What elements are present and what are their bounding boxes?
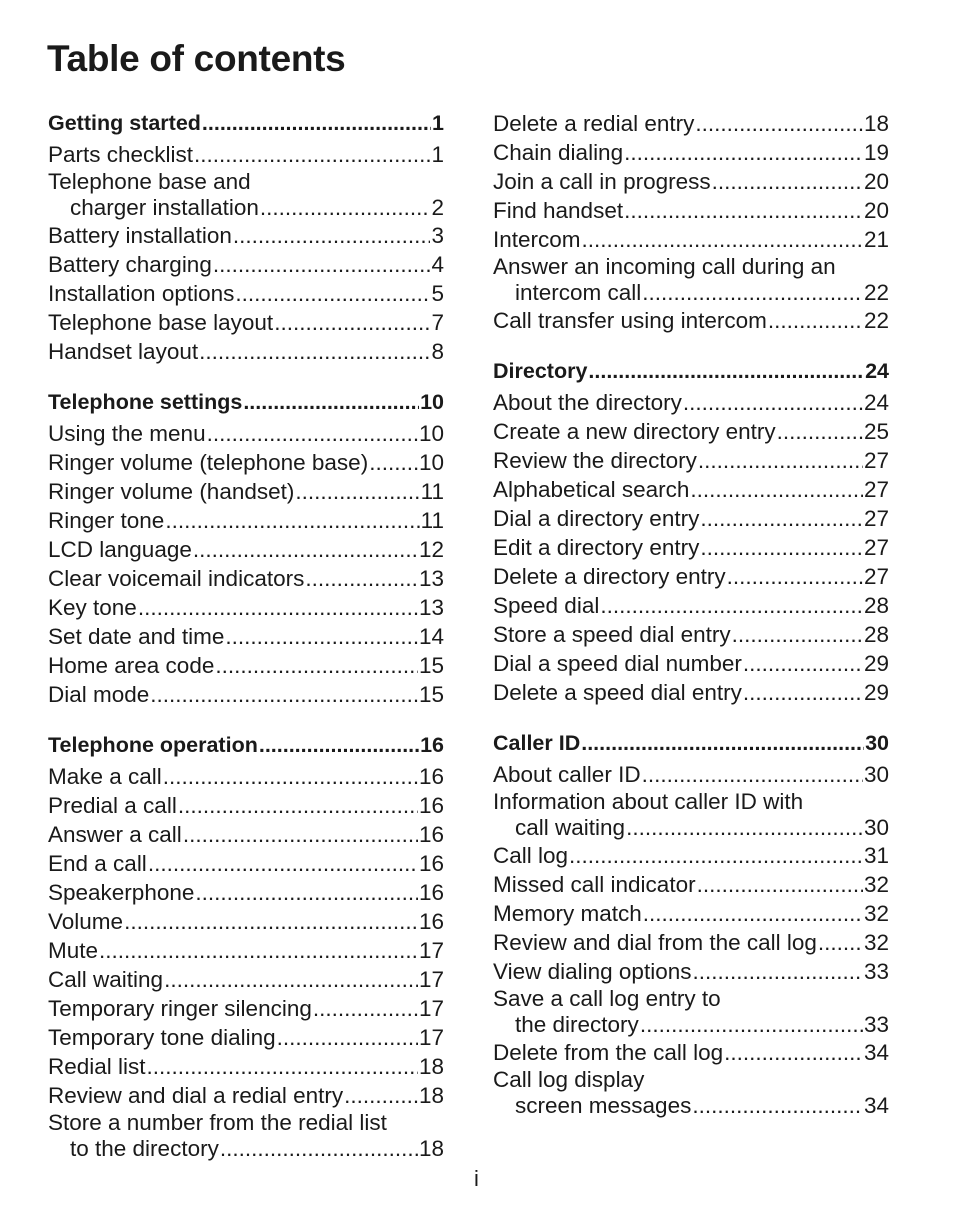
toc-entry[interactable]: [48, 622, 444, 651]
toc-entry[interactable]: [48, 849, 444, 878]
toc-dot-leader: [207, 419, 418, 448]
toc-entry-page: 19: [863, 140, 889, 165]
toc-entry-page: 20: [863, 198, 889, 223]
toc-dot-leader: [692, 957, 863, 986]
toc-dot-leader: [624, 196, 863, 225]
toc-entry[interactable]: [493, 446, 889, 475]
toc-entry-title: Alphabetical search: [493, 477, 690, 502]
toc-entry-title-line2: [48, 1135, 444, 1162]
toc-entry-page: 30: [863, 815, 889, 840]
toc-entry[interactable]: [493, 760, 889, 789]
toc-entry[interactable]: [48, 564, 444, 593]
toc-entry-page: 13: [418, 595, 444, 620]
toc-entry-page: 10: [418, 421, 444, 446]
toc-entry-title-line2: [493, 279, 889, 306]
toc-dot-leader: [199, 337, 430, 366]
toc-entry-page: 15: [418, 682, 444, 707]
toc-entry-title: Find handset: [493, 198, 624, 223]
toc-entry-page: 3: [431, 223, 444, 248]
toc-entry-title: call waiting: [515, 815, 626, 840]
toc-entry-page: 28: [863, 593, 889, 618]
toc-entry-title: Battery charging: [48, 252, 212, 277]
toc-entry-page: 27: [863, 477, 889, 502]
toc-entry-title: Review the directory: [493, 448, 697, 473]
toc-entry-page: 28: [863, 622, 889, 647]
toc-entry-page: 27: [863, 506, 889, 531]
toc-entry[interactable]: [48, 1052, 444, 1081]
toc-dot-leader: [194, 140, 430, 169]
toc-entry-page: 31: [863, 843, 889, 868]
toc-entry[interactable]: [493, 109, 889, 138]
toc-entry[interactable]: [48, 965, 444, 994]
toc-dot-leader: [581, 729, 864, 758]
toc-entry[interactable]: [48, 140, 444, 169]
toc-dot-leader: [690, 475, 863, 504]
toc-entry[interactable]: [493, 1067, 889, 1119]
toc-entry-title-line1: Information about caller ID with: [493, 789, 804, 814]
toc-entry-title: Delete from the call log: [493, 1040, 724, 1065]
toc-entry-title: Telephone settings: [48, 390, 243, 414]
toc-entry-title: Delete a speed dial entry: [493, 680, 742, 705]
toc-entry-title-line1: Save a call log entry to: [493, 986, 721, 1011]
toc-entry-page: 29: [863, 651, 889, 676]
toc-entry-title: Set date and time: [48, 624, 225, 649]
toc-dot-leader: [724, 1038, 863, 1067]
toc-dot-leader: [260, 194, 431, 221]
toc-dot-leader: [626, 814, 863, 841]
toc-entry-title: screen messages: [515, 1093, 692, 1118]
toc-entry[interactable]: [493, 196, 889, 225]
toc-dot-leader: [277, 1023, 418, 1052]
toc-dot-leader: [732, 620, 863, 649]
toc-entry-title: Ringer volume (handset): [48, 479, 295, 504]
toc-entry-title: Edit a directory entry: [493, 535, 700, 560]
toc-section-heading[interactable]: [48, 731, 444, 760]
toc-dot-leader: [600, 591, 863, 620]
toc-entry-page: 22: [863, 280, 889, 305]
toc-entry-page: 34: [863, 1040, 889, 1065]
toc-entry-title: LCD language: [48, 537, 192, 562]
toc-entry-page: 4: [431, 252, 444, 277]
toc-entry[interactable]: [48, 535, 444, 564]
toc-entry-title: Handset layout: [48, 339, 199, 364]
toc-entry-page: 13: [418, 566, 444, 591]
toc-entry[interactable]: [493, 928, 889, 957]
toc-section: [493, 729, 889, 1119]
toc-entry[interactable]: [48, 308, 444, 337]
toc-dot-leader: [235, 279, 430, 308]
toc-entry[interactable]: [493, 649, 889, 678]
toc-entry-page: 17: [418, 996, 444, 1021]
toc-dot-leader: [700, 504, 863, 533]
toc-entry-page: 30: [863, 762, 889, 787]
toc-entry-page: 12: [418, 537, 444, 562]
toc-dot-leader: [164, 965, 418, 994]
toc-section-heading[interactable]: [48, 388, 444, 417]
toc-dot-leader: [344, 1081, 418, 1110]
toc-entry[interactable]: [48, 477, 444, 506]
toc-entry[interactable]: [48, 878, 444, 907]
toc-dot-leader: [743, 649, 863, 678]
toc-entry[interactable]: [48, 1023, 444, 1052]
toc-dot-leader: [233, 221, 431, 250]
toc-entry-title: Create a new directory entry: [493, 419, 776, 444]
toc-entry-page: 18: [418, 1083, 444, 1108]
toc-dot-leader: [369, 448, 418, 477]
toc-entry-title: Delete a redial entry: [493, 111, 695, 136]
toc-dot-leader: [295, 477, 419, 506]
toc-entry-page: 32: [863, 901, 889, 926]
toc-entry-title: Make a call: [48, 764, 162, 789]
toc-entry-title: Review and dial a redial entry: [48, 1083, 344, 1108]
toc-dot-leader: [692, 1092, 863, 1119]
toc-entry-title: to the directory: [70, 1136, 219, 1161]
toc-entry-page: 16: [418, 909, 444, 934]
toc-dot-leader: [698, 446, 863, 475]
toc-entry-title: Parts checklist: [48, 142, 194, 167]
toc-entry-page: 16: [418, 822, 444, 847]
toc-dot-leader: [124, 907, 418, 936]
toc-entry-title: Volume: [48, 909, 124, 934]
toc-dot-leader: [582, 225, 863, 254]
toc-dot-leader: [313, 994, 418, 1023]
toc-entry[interactable]: [48, 221, 444, 250]
toc-entry[interactable]: [48, 907, 444, 936]
toc-entry-page: 1: [432, 111, 444, 135]
toc-entry[interactable]: [48, 1110, 444, 1162]
toc-entry-page: 17: [418, 967, 444, 992]
toc-entry-title: Call log: [493, 843, 569, 868]
toc-entry-page: 20: [863, 169, 889, 194]
toc-section: [48, 731, 444, 1162]
toc-entry-title: About caller ID: [493, 762, 641, 787]
toc-entry-page: 16: [418, 764, 444, 789]
toc-entry-title-line2: [493, 814, 889, 841]
toc-entry-page: 1: [431, 142, 444, 167]
toc-entry-title: Missed call indicator: [493, 872, 696, 897]
toc-entry[interactable]: [493, 388, 889, 417]
toc-dot-leader: [274, 308, 430, 337]
toc-entry-title: About the directory: [493, 390, 682, 415]
toc-dot-leader: [818, 928, 863, 957]
toc-entry-title: Dial a directory entry: [493, 506, 700, 531]
toc-entry[interactable]: [48, 994, 444, 1023]
toc-entry-title: Predial a call: [48, 793, 177, 818]
toc-entry[interactable]: [493, 417, 889, 446]
toc-entry-page: 33: [863, 1012, 889, 1037]
toc-entry-title: Dial a speed dial number: [493, 651, 742, 676]
toc-entry[interactable]: [493, 504, 889, 533]
toc-entry-page: 32: [863, 930, 889, 955]
toc-entry[interactable]: [48, 279, 444, 308]
toc-entry-title: Installation options: [48, 281, 235, 306]
toc-entry[interactable]: [493, 254, 889, 306]
toc-entry-page: 18: [863, 111, 889, 136]
toc-entry[interactable]: [48, 820, 444, 849]
toc-entry[interactable]: [493, 841, 889, 870]
toc-dot-leader: [697, 870, 863, 899]
toc-dot-leader: [193, 535, 418, 564]
toc-entry[interactable]: [48, 1081, 444, 1110]
toc-entry-title: the directory: [515, 1012, 639, 1037]
toc-entry[interactable]: [48, 419, 444, 448]
toc-entry-page: 16: [418, 851, 444, 876]
toc-entry-title: intercom call: [515, 280, 642, 305]
toc-entry-title-line1: Answer an incoming call during an: [493, 254, 836, 279]
toc-entry-title: Answer a call: [48, 822, 182, 847]
toc-entry-page: 16: [418, 880, 444, 905]
toc-entry[interactable]: [493, 1038, 889, 1067]
toc-entry-page: 24: [865, 359, 889, 383]
toc-entry-title: Delete a directory entry: [493, 564, 726, 589]
toc-entry[interactable]: [493, 167, 889, 196]
toc-dot-leader: [202, 109, 431, 138]
toc-entry[interactable]: [48, 680, 444, 709]
toc-entry-page: 18: [418, 1054, 444, 1079]
toc-entry-title: Mute: [48, 938, 99, 963]
toc-dot-leader: [243, 388, 419, 417]
toc-entry[interactable]: [48, 791, 444, 820]
toc-dot-leader: [163, 762, 418, 791]
toc-entry-title: Caller ID: [493, 731, 581, 755]
toc-dot-leader: [138, 593, 418, 622]
toc-entry-page: 17: [418, 1025, 444, 1050]
toc-entry-page: 34: [863, 1093, 889, 1118]
toc-entry-page: 10: [420, 390, 444, 414]
toc-entry-title-line2: [493, 1011, 889, 1038]
toc-entry-title: View dialing options: [493, 959, 692, 984]
toc-dot-leader: [215, 651, 418, 680]
toc-entry-page: 33: [863, 959, 889, 984]
toc-dot-leader: [642, 279, 863, 306]
toc-entry-title: Getting started: [48, 111, 201, 135]
toc-entry-title-line1: Store a number from the redial list: [48, 1110, 387, 1135]
toc-column-left: [48, 109, 444, 1184]
toc-entry[interactable]: [493, 138, 889, 167]
toc-entry-page: 24: [863, 390, 889, 415]
toc-entry-page: 27: [863, 448, 889, 473]
toc-entry-title: Directory: [493, 359, 588, 383]
toc-dot-leader: [743, 678, 863, 707]
toc-dot-leader: [305, 564, 418, 593]
toc-entry-page: 25: [863, 419, 889, 444]
page-number: i: [474, 1166, 479, 1191]
toc-entry-title: Temporary ringer silencing: [48, 996, 312, 1021]
toc-entry-page: 29: [863, 680, 889, 705]
toc-entry[interactable]: [48, 506, 444, 535]
toc-dot-leader: [220, 1135, 418, 1162]
toc-entry-page: 14: [418, 624, 444, 649]
toc-section-heading[interactable]: [48, 109, 444, 138]
toc-entry-title: Speed dial: [493, 593, 600, 618]
toc-entry-page: 11: [420, 508, 444, 533]
toc-dot-leader: [588, 357, 864, 386]
toc-dot-leader: [712, 167, 863, 196]
toc-entry-title: Battery installation: [48, 223, 232, 248]
toc-entry[interactable]: [493, 789, 889, 841]
toc-entry-title: Join a call in progress: [493, 169, 711, 194]
toc-column-right: [493, 109, 889, 1141]
toc-entry[interactable]: [493, 957, 889, 986]
toc-dot-leader: [148, 849, 418, 878]
toc-entry-page: 27: [863, 564, 889, 589]
toc-entry[interactable]: [48, 762, 444, 791]
toc-entry[interactable]: [493, 562, 889, 591]
toc-dot-leader: [700, 533, 863, 562]
toc-entry[interactable]: [493, 620, 889, 649]
toc-dot-leader: [643, 899, 863, 928]
toc-dot-leader: [165, 506, 419, 535]
toc-entry-page: 21: [863, 227, 889, 252]
toc-entry[interactable]: [48, 593, 444, 622]
toc-entry[interactable]: [493, 678, 889, 707]
toc-entry[interactable]: [493, 986, 889, 1038]
toc-dot-leader: [683, 388, 863, 417]
toc-entry-page: 32: [863, 872, 889, 897]
toc-entry-title: Telephone base layout: [48, 310, 274, 335]
toc-entry-title: Ringer tone: [48, 508, 165, 533]
toc-entry-page: 22: [863, 308, 889, 333]
toc-entry-title: Key tone: [48, 595, 137, 620]
toc-entry-title: Clear voicemail indicators: [48, 566, 305, 591]
toc-entry[interactable]: [48, 651, 444, 680]
toc-dot-leader: [259, 731, 419, 760]
toc-dot-leader: [183, 820, 418, 849]
toc-entry-page: 15: [418, 653, 444, 678]
toc-entry[interactable]: [493, 870, 889, 899]
toc-dot-leader: [640, 1011, 863, 1038]
toc-entry-title: Ringer volume (telephone base): [48, 450, 369, 475]
toc-entry-page: 16: [418, 793, 444, 818]
toc-entry-page: 16: [420, 733, 444, 757]
toc-dot-leader: [642, 760, 863, 789]
toc-entry[interactable]: [493, 225, 889, 254]
page-title: Table of contents: [47, 38, 346, 79]
toc-dot-leader: [695, 109, 863, 138]
toc-entry[interactable]: [493, 475, 889, 504]
toc-entry-title: Store a speed dial entry: [493, 622, 731, 647]
toc-entry-page: 8: [431, 339, 444, 364]
toc-entry-page: 17: [418, 938, 444, 963]
toc-entry-page: 18: [418, 1136, 444, 1161]
toc-entry-title: Call waiting: [48, 967, 164, 992]
toc-section: [48, 109, 444, 366]
toc-entry[interactable]: [493, 533, 889, 562]
toc-entry-title: Using the menu: [48, 421, 206, 446]
toc-dot-leader: [624, 138, 863, 167]
toc-section-heading[interactable]: [493, 729, 889, 758]
toc-dot-leader: [213, 250, 431, 279]
toc-entry[interactable]: [493, 591, 889, 620]
toc-dot-leader: [150, 680, 418, 709]
toc-section-heading[interactable]: [493, 357, 889, 386]
toc-entry-page: 30: [865, 731, 889, 755]
toc-dot-leader: [569, 841, 863, 870]
toc-entry-title: Memory match: [493, 901, 642, 926]
toc-entry-page: 2: [431, 195, 444, 220]
toc-dot-leader: [99, 936, 418, 965]
toc-entry-title: Redial list: [48, 1054, 146, 1079]
toc-dot-leader: [727, 562, 863, 591]
toc-dot-leader: [195, 878, 418, 907]
toc-entry-title-line1: Telephone base and: [48, 169, 251, 194]
toc-dot-leader: [178, 791, 418, 820]
toc-entry-title: Intercom: [493, 227, 581, 252]
toc-entry-page: 27: [863, 535, 889, 560]
toc-section: [48, 388, 444, 709]
toc-entry-title: Dial mode: [48, 682, 150, 707]
toc-entry-title-line2: [48, 194, 444, 221]
toc-entry-title-line2: [493, 1092, 889, 1119]
toc-dot-leader: [147, 1052, 418, 1081]
toc-entry-title: Telephone operation: [48, 733, 258, 757]
toc-entry-title: Speakerphone: [48, 880, 195, 905]
toc-section: [493, 109, 889, 335]
toc-entry-title: Home area code: [48, 653, 215, 678]
toc-dot-leader: [225, 622, 418, 651]
toc-entry[interactable]: [48, 250, 444, 279]
toc-entry[interactable]: [493, 306, 889, 335]
toc-entry-title: charger installation: [70, 195, 259, 220]
toc-entry-title: Chain dialing: [493, 140, 624, 165]
toc-dot-leader: [768, 306, 863, 335]
toc-entry[interactable]: [48, 936, 444, 965]
toc-entry-title: End a call: [48, 851, 147, 876]
toc-entry[interactable]: [48, 448, 444, 477]
toc-entry[interactable]: [493, 899, 889, 928]
toc-entry-page: 11: [420, 479, 444, 504]
toc-entry-title: Call transfer using intercom: [493, 308, 767, 333]
toc-section: [493, 357, 889, 707]
toc-entry-page: 7: [431, 310, 444, 335]
toc-entry-title: Temporary tone dialing: [48, 1025, 276, 1050]
toc-dot-leader: [777, 417, 863, 446]
toc-entry-title-line1: Call log display: [493, 1067, 645, 1092]
toc-entry-title: Review and dial from the call log: [493, 930, 817, 955]
toc-entry[interactable]: [48, 337, 444, 366]
toc-entry[interactable]: [48, 169, 444, 221]
toc-entry-page: 10: [418, 450, 444, 475]
toc-entry-page: 5: [431, 281, 444, 306]
